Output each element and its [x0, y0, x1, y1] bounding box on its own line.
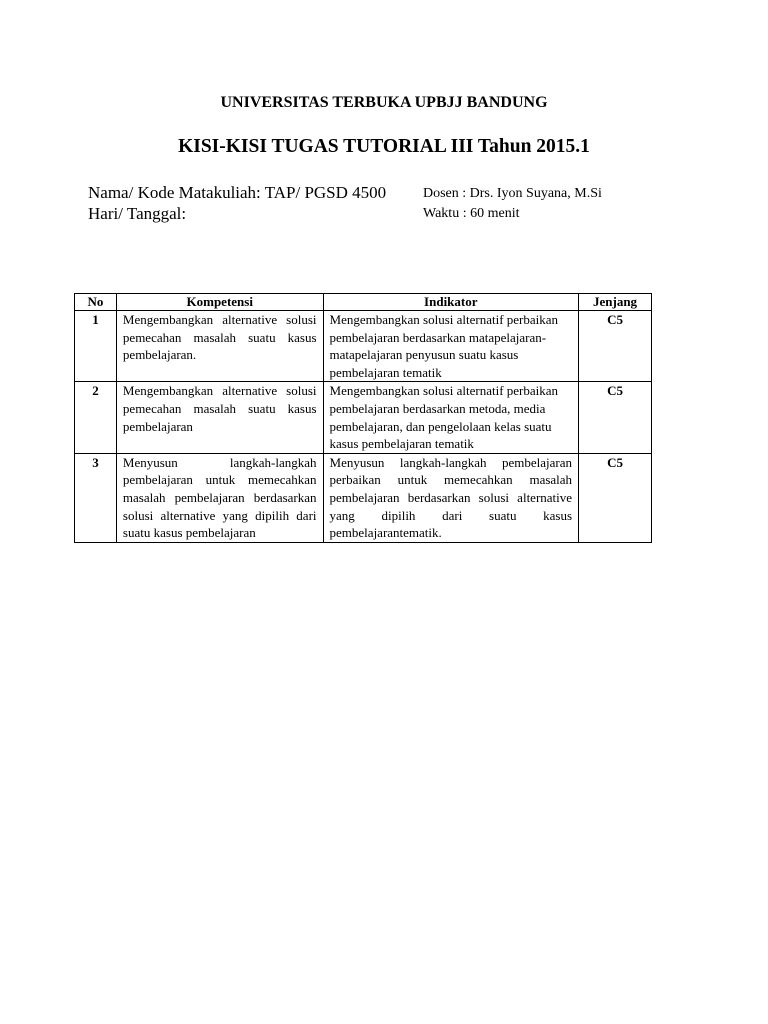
- row-kompetensi: Mengembangkan alternative solusi pemecahan masalah suatu kasus pembelajaran: [116, 382, 323, 453]
- lecturer-info: Dosen : Drs. Iyon Suyana, M.Si: [423, 186, 602, 201]
- row-jenjang: C5: [579, 311, 652, 382]
- header-kompetensi: Kompetensi: [116, 294, 323, 311]
- row-no: 3: [75, 453, 117, 542]
- time-info: Waktu : 60 menit: [423, 206, 520, 221]
- row-indikator: Menyusun langkah-langkah pembelajaran perbaikan untuk memecahkan masalah pembelajaran berdasarkan solusi alternative yang dipilih dari suatu kasus pembelajarantematik.: [323, 453, 579, 542]
- row-no: 2: [75, 382, 117, 453]
- row-kompetensi: Menyusun langkah-langkah pembelajaran untuk memecahkan masalah pembelajaran berdasarkan solusi alternative yang dipilih dari suatu kasus pembelajaran: [116, 453, 323, 542]
- course-info: Nama/ Kode Matakuliah: TAP/ PGSD 4500: [88, 183, 387, 202]
- table-row: [75, 453, 652, 542]
- table-row: [75, 382, 652, 453]
- row-jenjang: C5: [579, 453, 652, 542]
- kisi-table: [74, 293, 652, 543]
- header-no: No: [75, 294, 117, 311]
- table-header-row: [75, 294, 652, 311]
- row-indikator: Mengembangkan solusi alternatif perbaikan pembelajaran berdasarkan matapelajaran-matapelajaran penyusun suatu kasus pembelajaran tematik: [323, 311, 579, 382]
- header-jenjang: Jenjang: [579, 294, 652, 311]
- header-indikator: Indikator: [323, 294, 579, 311]
- institution-heading: UNIVERSITAS TERBUKA UPBJJ BANDUNG: [220, 94, 548, 111]
- row-jenjang: C5: [579, 382, 652, 453]
- row-no: 1: [75, 311, 117, 382]
- row-kompetensi: Mengembangkan alternative solusi pemecahan masalah suatu kasus pembelajaran.: [116, 311, 323, 382]
- row-indikator: Mengembangkan solusi alternatif perbaikan pembelajaran berdasarkan metoda, media pembelajaran, dan pengelolaan kelas suatu kasus pembelajaran tematik: [323, 382, 579, 453]
- document-title: KISI-KISI TUGAS TUTORIAL III Tahun 2015.1: [178, 136, 590, 157]
- table-row: [75, 311, 652, 382]
- day-date-info: Hari/ Tanggal:: [88, 204, 187, 223]
